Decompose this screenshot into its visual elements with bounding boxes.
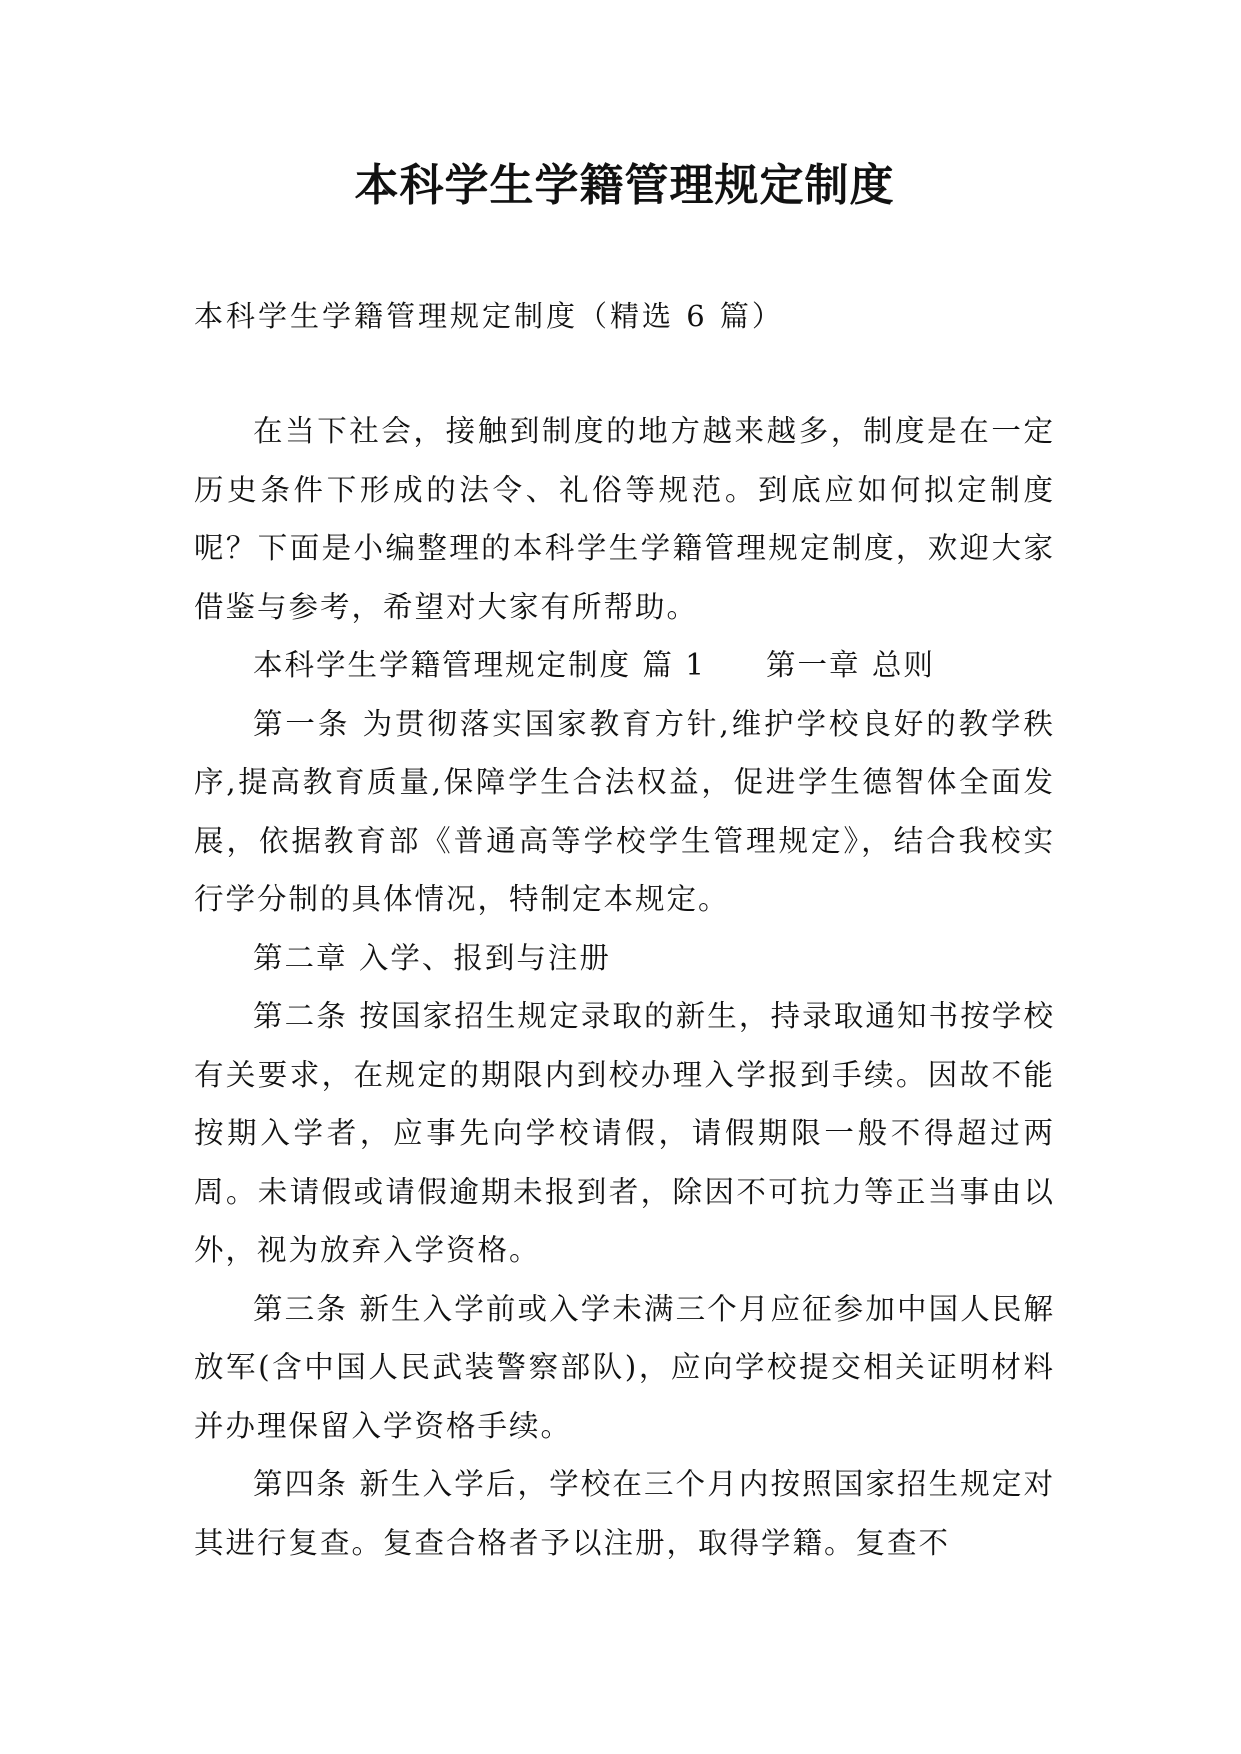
chapter-2-heading: 第二章 入学、报到与注册 bbox=[253, 940, 611, 975]
article-1: 第一条 为贯彻落实国家教育方针,维护学校良好的教学秩序,提高教育质量,保障学生合法权益，促进学生德智体全面发展，依据教育部《普通高等学校学生管理规定》，结合我校实行学分制的具体情况，特制定本规定。 bbox=[194, 706, 1055, 916]
article-2: 第二条 按国家招生规定录取的新生，持录取通知书按学校有关要求，在规定的期限内到校办理入学报到手续。因故不能按期入学者，应事先向学校请假，请假期限一般不得超过两周。未请假或请假逾期未报到者，除因不可抗力等正当事由以外，视为放弃入学资格。 bbox=[194, 999, 1055, 1267]
document-body bbox=[194, 402, 1055, 1572]
article-4: 第四条 新生入学后，学校在三个月内按照国家招生规定对其进行复查。复查合格者予以注册，取得学籍。复查不 bbox=[194, 1467, 1055, 1560]
chapter-heading: 第一章 总则 bbox=[766, 648, 935, 682]
document-subtitle: 本科学生学籍管理规定制度（精选 6 篇） bbox=[194, 299, 784, 333]
section-heading bbox=[194, 636, 1055, 695]
intro-paragraph: 在当下社会，接触到制度的地方越来越多，制度是在一定历史条件下形成的法令、礼俗等规范。到底应如何拟定制度呢？下面是小编整理的本科学生学籍管理规定制度，欢迎大家借鉴与参考，希望对大家有所帮助。 bbox=[194, 414, 1055, 624]
document-title: 本科学生学籍管理规定制度 bbox=[354, 160, 895, 211]
article-3: 第三条 新生入学前或入学未满三个月应征参加中国人民解放军(含中国人民武装警察部队)，应向学校提交相关证明材料并办理保留入学资格手续。 bbox=[194, 1291, 1055, 1443]
article-label: 本科学生学籍管理规定制度 篇 1 bbox=[253, 648, 707, 682]
